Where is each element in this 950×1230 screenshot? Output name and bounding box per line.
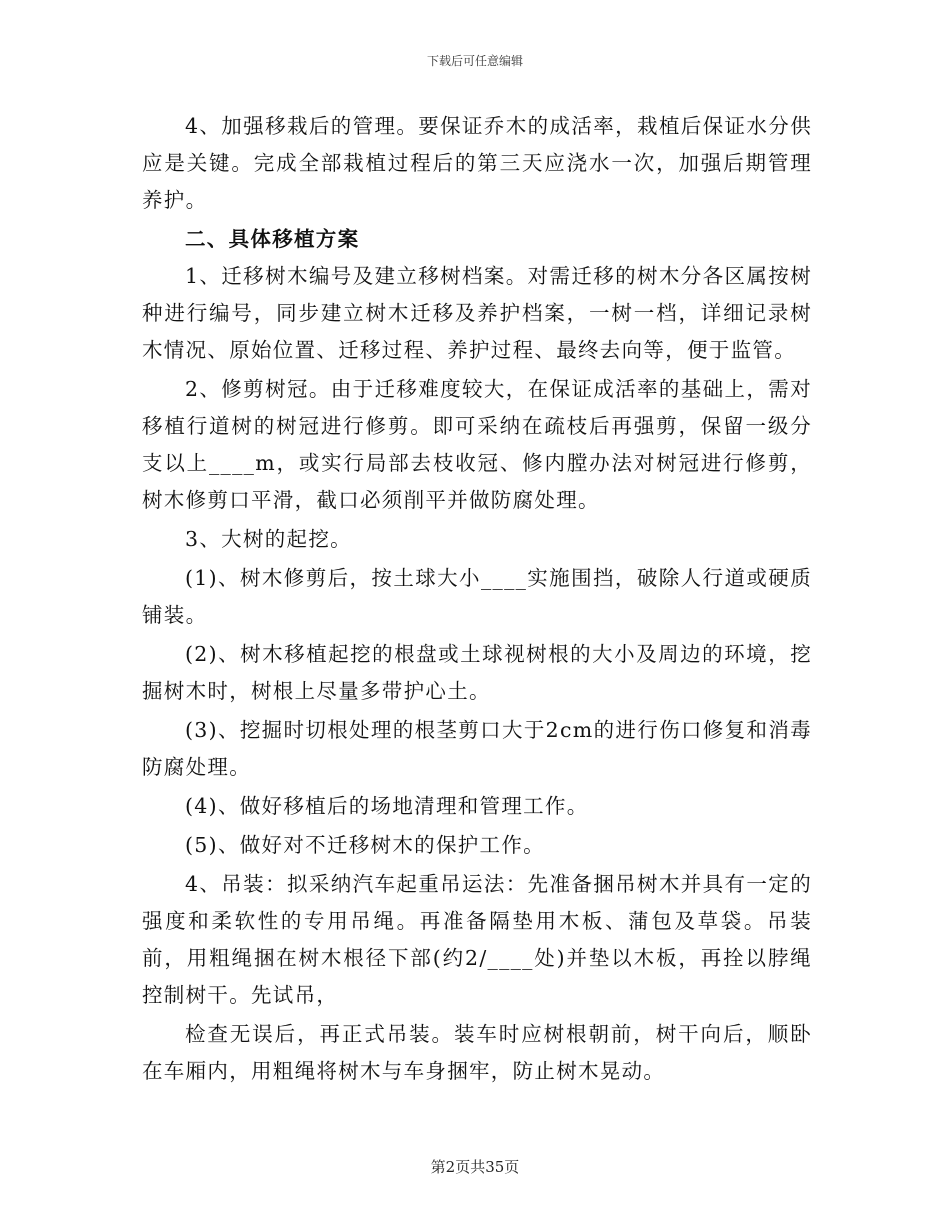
paragraph-step-4: (4)、做好移植后的场地清理和管理工作。	[185, 794, 589, 818]
paragraph-loading: 检查无误后，再正式吊装。装车时应树根朝前，树干向后，顺卧在车厢内，用粗绳将树木与车身捆牢，防止树木晃动。	[142, 1022, 812, 1083]
paragraph-step-3: (3)、挖掘时切根处理的根茎剪口大于2cm的进行伤口修复和消毒防腐处理。	[142, 718, 812, 779]
paragraph-hoisting: 4、吊装：拟采纳汽车起重吊运法：先准备捆吊树木并具有一定的强度和柔软性的专用吊绳。再准备隔垫用木板、蒲包及草袋。吊装前，用粗绳捆在树木根径下部(约2/____处)并垫以木板，再拴以脖绳控制树干。先试吊，	[142, 872, 812, 1007]
paragraph-excavation: 3、大树的起挖。	[185, 527, 352, 551]
paragraph-pruning: 2、修剪树冠。由于迁移难度较大，在保证成活率的基础上，需对移植行道树的树冠进行修剪。即可采纳在疏枝后再强剪，保留一级分支以上____m，或实行局部去枝收冠、修内膛办法对树冠进行修剪，树木修剪口平滑，截口必须削平并做防腐处理。	[142, 377, 812, 512]
paragraph-management: 4、加强移栽后的管理。要保证乔木的成活率，栽植后保证水分供应是关键。完成全部栽植过程后的第三天应浇水一次，加强后期管理养护。	[142, 114, 812, 212]
paragraph-numbering: 1、迁移树木编号及建立移树档案。对需迁移的树木分各区属按树种进行编号，同步建立树木迁移及养护档案，一树一档，详细记录树木情况、原始位置、迁移过程、养护过程、最终去向等，便于监管。	[142, 264, 812, 362]
section-heading: 二、具体移植方案	[185, 227, 360, 251]
document-body	[142, 108, 812, 1090]
paragraph-step-5: (5)、做好对不迁移树木的保护工作。	[185, 833, 545, 857]
paragraph-step-2: (2)、树木移植起挖的根盘或土球视树根的大小及周边的环境，挖掘树木时，树根上尽量多带护心土。	[142, 642, 812, 703]
page-footer: 第2页共35页	[430, 1158, 520, 1176]
paragraph-step-1: (1)、树木修剪后，按土球大小____实施围挡，破除人行道或硬质铺装。	[142, 566, 812, 627]
page-header: 下载后可任意编辑	[426, 54, 523, 68]
